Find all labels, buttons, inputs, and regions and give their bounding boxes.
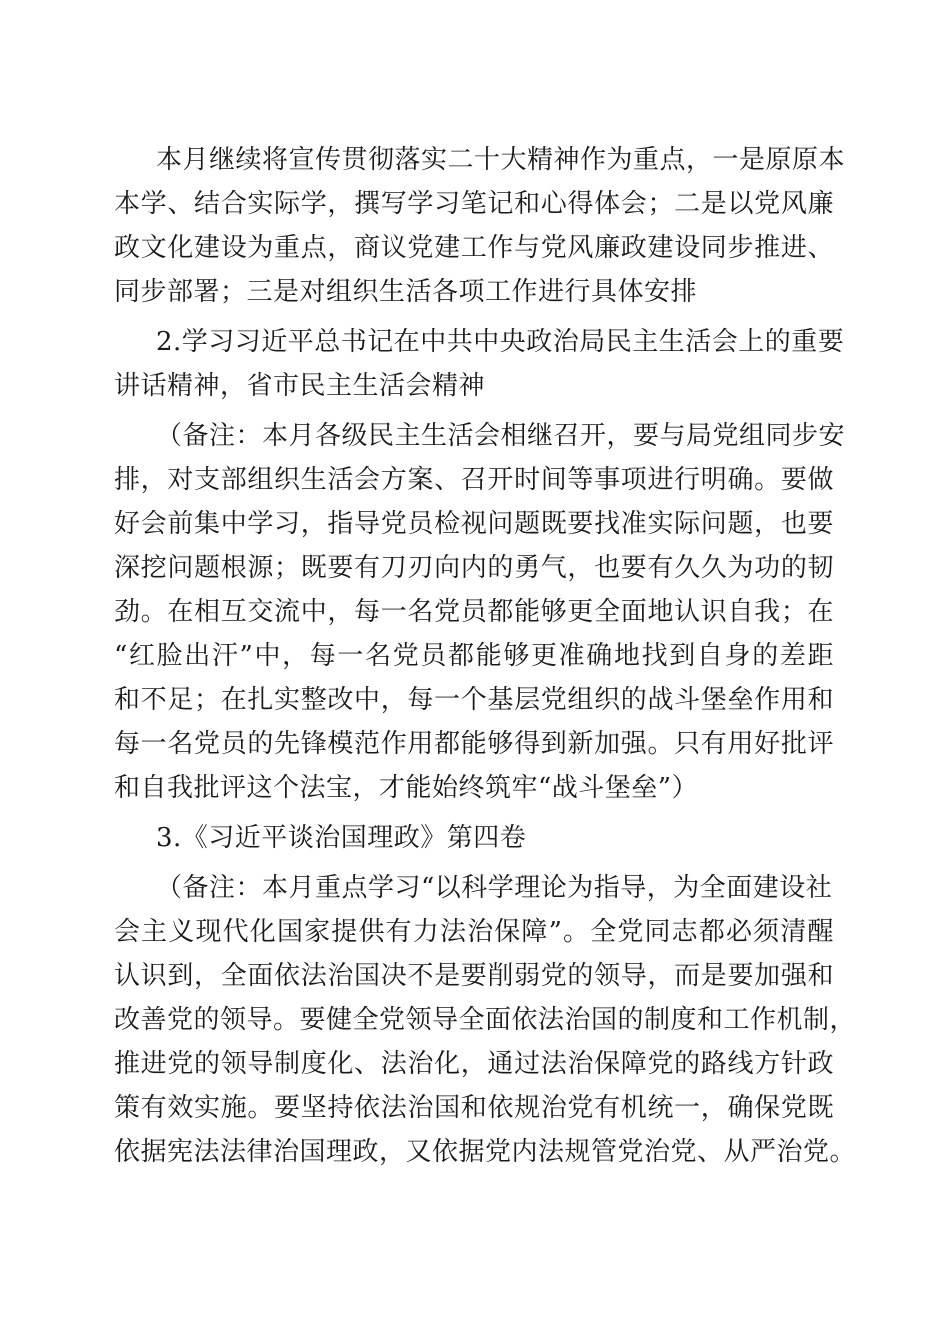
paragraph-1-line-1: 本月继续将宣传贯彻落实二十大精神作为重点，一是原原本 bbox=[156, 145, 846, 175]
note-1-line-5: 劲。在相互交流中，每一名党员都能够更全面地认识自我；在 bbox=[114, 597, 834, 627]
paragraph-1-line-4: 同步部署；三是对组织生活各项工作进行具体安排 bbox=[114, 277, 698, 307]
note-1-line-3: 好会前集中学习，指导党员检视问题既要找准实际问题，也要 bbox=[114, 509, 834, 539]
note-2-line-3: 认识到，全面依法治国决不是要削弱党的领导，而是要加强和 bbox=[114, 961, 834, 991]
note-2-line-7: 依据宪法法律治国理政，又依据党内法规管党治党、从严治党。 bbox=[114, 1137, 857, 1167]
note-1-line-7: 和不足；在扎实整改中，每一个基层党组织的战斗堡垒作用和 bbox=[114, 685, 834, 715]
note-1-line-8: 每一名党员的先锋模范作用都能够得到新加强。只有用好批评 bbox=[114, 729, 834, 759]
paragraph-1-line-2: 本学、结合实际学，撰写学习笔记和心得体会；二是以党风廉 bbox=[114, 189, 834, 219]
note-2-line-2: 会主义现代化国家提供有力法治保障”。全党同志都必须清醒 bbox=[114, 917, 834, 947]
note-2-line-5: 推进党的领导制度化、法治化，通过法治保障党的路线方针政 bbox=[114, 1049, 834, 1079]
note-2-line-6: 策有效实施。要坚持依法治国和依规治党有机统一，确保党既 bbox=[114, 1093, 834, 1123]
note-1-line-2: 排，对支部组织生活会方案、召开时间等事项进行明确。要做 bbox=[114, 465, 834, 495]
item-2-heading-line-2: 讲话精神，省市民主生活会精神 bbox=[114, 371, 486, 401]
item-2-heading-line-1: 2.学习习近平总书记在中共中央政治局民主生活会上的重要 bbox=[156, 327, 845, 357]
note-1-line-1: （备注：本月各级民主生活会相继召开，要与局党组同步安 bbox=[156, 421, 846, 451]
note-2-line-1: （备注：本月重点学习“以科学理论为指导，为全面建设社 bbox=[156, 873, 833, 903]
paragraph-1-line-3: 政文化建设为重点，商议党建工作与党风廉政建设同步推进、 bbox=[114, 233, 834, 263]
note-1-line-9: 和自我批评这个法宝，才能始终筑牢“战斗堡垒”） bbox=[114, 773, 699, 803]
note-2-line-4: 改善党的领导。要健全党领导全面依法治国的制度和工作机制， bbox=[114, 1005, 857, 1035]
note-1-line-6: “红脸出汗”中，每一名党员都能够更准确地找到自身的差距 bbox=[114, 641, 834, 671]
item-3-heading: 3.《习近平谈治国理政》第四卷 bbox=[156, 823, 527, 853]
note-1-line-4: 深挖问题根源；既要有刀刃向内的勇气，也要有久久为功的韧 bbox=[114, 553, 834, 583]
